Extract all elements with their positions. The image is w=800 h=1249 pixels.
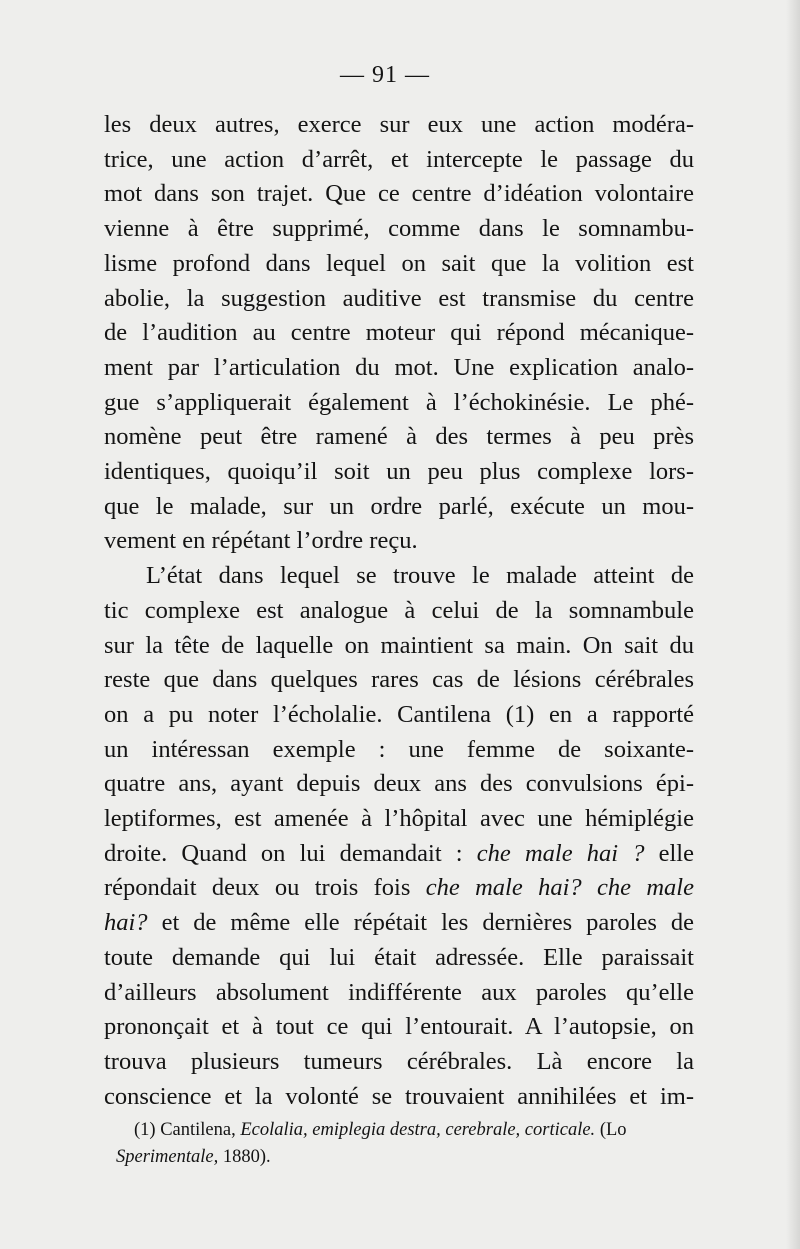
text-line: tic complexe est analogue à celui de la somnambule xyxy=(104,596,694,624)
text-line: vienne à être supprimé, comme dans le somnambu- xyxy=(104,215,694,243)
paragraph-1 xyxy=(104,108,694,559)
italic-quote: che male hai ? xyxy=(476,839,645,867)
text-line: que le malade, sur un ordre parlé, exécute un mou- xyxy=(104,492,694,520)
footnote-journal: Sperimentale, xyxy=(116,1147,219,1167)
text-line: conscience et la volonté se trouvaient annihilées et im- xyxy=(104,1082,694,1110)
text-line: leptiformes, est amenée à l’hôpital avec une hémiplégie xyxy=(104,805,694,833)
text-span: elle xyxy=(644,839,694,867)
footnote-line xyxy=(116,1117,708,1144)
text-line: sur la tête de laquelle on maintient sa main. On sait du xyxy=(104,631,694,659)
text-span: répondait deux ou trois fois xyxy=(104,874,426,902)
italic-quote: che male hai? che male xyxy=(425,874,694,902)
footnote-line xyxy=(116,1144,708,1171)
text-line: mot dans son trajet. Que ce centre d’idéation volontaire xyxy=(104,180,694,208)
footnote-year: 1880). xyxy=(218,1147,271,1167)
text-line: toute demande qui lui était adressée. Elle paraissait xyxy=(104,943,694,971)
text-line: gue s’appliquerait également à l’échokinésie. Le phé- xyxy=(104,388,694,416)
page-number: — 91 — xyxy=(340,62,430,88)
text-line: lisme profond dans lequel on sait que la volition est xyxy=(104,249,694,277)
text-span: droite. Quand on lui demandait : xyxy=(104,839,477,867)
text-line: trice, une action d’arrêt, et intercepte le passage du xyxy=(104,145,694,173)
text-line: de l’audition au centre moteur qui répond mécanique- xyxy=(104,319,694,347)
body-text xyxy=(104,108,694,1114)
footnote xyxy=(116,1117,708,1171)
text-line: trouva plusieurs tumeurs cérébrales. Là encore la xyxy=(104,1047,694,1075)
text-line: d’ailleurs absolument indifférente aux paroles qu’elle xyxy=(104,978,694,1006)
text-line: nomène peut être ramené à des termes à peu près xyxy=(104,423,694,451)
text-line: les deux autres, exerce sur eux une action modéra- xyxy=(104,111,694,138)
text-line xyxy=(104,837,694,872)
text-line: vement en répétant l’ordre reçu. xyxy=(104,527,418,555)
text-line: on a pu noter l’écholalie. Cantilena (1) en a rapporté xyxy=(104,700,694,728)
text-line: un intéressan exemple : une femme de soixante- xyxy=(104,735,694,763)
page-edge-shadow xyxy=(786,0,800,1249)
italic-quote: hai? xyxy=(104,909,148,937)
footnote-title: Ecolalia, emiplegia destra, cerebrale, corticale. xyxy=(240,1120,596,1140)
text-line: quatre ans, ayant depuis deux ans des convulsions épi- xyxy=(104,770,694,798)
text-span: et de même elle répétait les dernières paroles de xyxy=(147,909,694,937)
text-line xyxy=(104,906,694,941)
text-line: identiques, quoiqu’il soit un peu plus complexe lors- xyxy=(104,458,694,486)
text-line: ment par l’articulation du mot. Une explication analo- xyxy=(104,353,694,381)
text-line: L’état dans lequel se trouve le malade atteint de xyxy=(146,562,694,590)
paragraph-2 xyxy=(104,559,694,1114)
text-span: (Lo xyxy=(595,1120,627,1140)
text-line xyxy=(104,871,694,906)
text-line: prononçait et à tout ce qui l’entourait. A l’autopsie, on xyxy=(104,1013,694,1041)
text-line: abolie, la suggestion auditive est transmise du centre xyxy=(104,284,694,312)
footnote-marker: (1) Cantilena, xyxy=(134,1120,241,1140)
text-line: reste que dans quelques rares cas de lésions cérébrales xyxy=(104,666,694,694)
